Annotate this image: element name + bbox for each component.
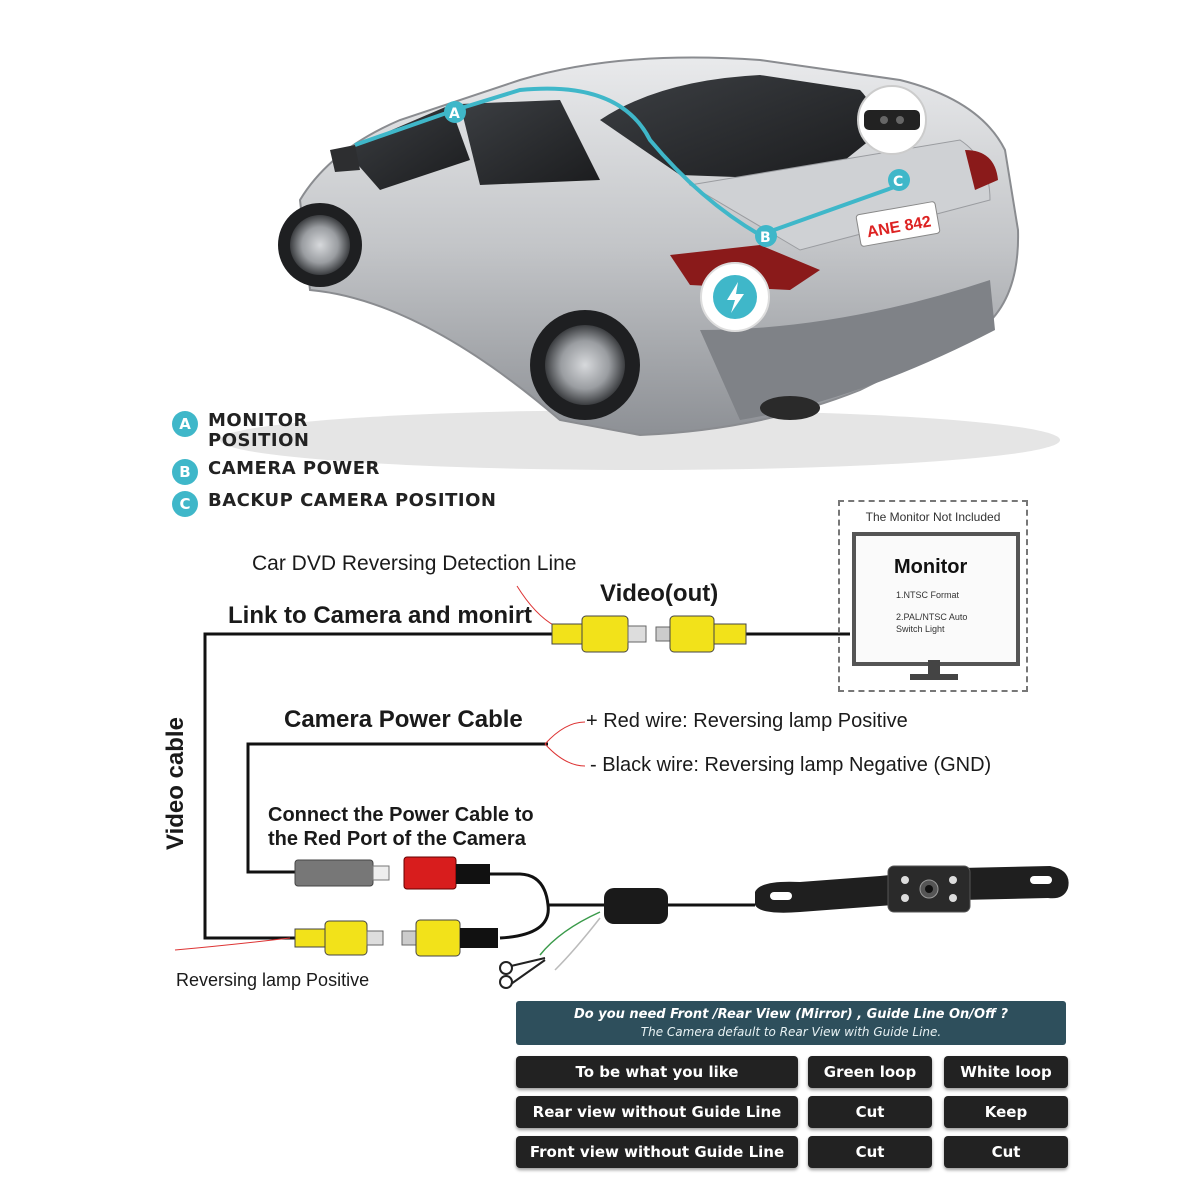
options-default-note: The Camera default to Rear View with Guide Line.: [640, 1025, 942, 1039]
monitor-not-included-note: The Monitor Not Included: [865, 510, 1001, 524]
monitor-spec-1: 1.NTSC Format: [896, 590, 960, 600]
table-row-2-option: Rear view without Guide Line: [516, 1096, 798, 1128]
rca-connector-bottom-right-icon: [402, 920, 498, 956]
legend-badge-b: B: [172, 459, 198, 485]
scissors-icon: [500, 958, 545, 988]
rca-connector-bottom-left-icon: [295, 921, 383, 955]
label-reversing-positive: Reversing lamp Positive: [176, 970, 370, 990]
legend-text-backup-camera-position: BACKUP CAMERA POSITION: [208, 490, 497, 511]
monitor-stand: [928, 660, 940, 674]
table-row-2-green: Cut: [808, 1096, 932, 1128]
options-question: Do you need Front /Rear View (Mirror) , Guide Line On/Off ?: [573, 1007, 1008, 1022]
license-plate-camera-icon: [755, 866, 1069, 913]
svg-text:A: A: [449, 106, 460, 122]
monitor-base: [910, 674, 958, 680]
label-video-out: Video(out): [600, 580, 719, 607]
monitor-box: [838, 500, 1028, 692]
legend-text-monitor-position: MONITOR POSITION: [208, 410, 310, 451]
junction-box-icon: [604, 888, 668, 924]
table-row-3-green: Cut: [808, 1136, 932, 1168]
legend-badge-c: C: [172, 491, 198, 517]
monitor-title: Monitor: [894, 556, 968, 578]
power-connector-red-icon: [404, 857, 490, 889]
rca-connector-top-right-icon: [656, 616, 746, 652]
label-black-wire: - Black wire: Reversing lamp Negative (GND): [590, 754, 992, 776]
table-row-1-option: To be what you like: [516, 1056, 798, 1088]
svg-text:B: B: [760, 230, 771, 246]
label-video-cable: Video cable: [162, 717, 189, 850]
options-header-panel: [516, 1001, 1066, 1045]
monitor-icon: [852, 532, 1020, 666]
table-row-2-white: Keep: [944, 1096, 1068, 1128]
label-link-camera: Link to Camera and monirt: [228, 602, 533, 629]
table-row-3-option: Front view without Guide Line: [516, 1136, 798, 1168]
label-connect-line-1: Connect the Power Cable to: [268, 804, 534, 826]
license-plate-text: ANE 842: [865, 213, 933, 242]
video-cable-line: [205, 634, 555, 938]
svg-text:C: C: [893, 174, 904, 190]
legend-badge-a: A: [172, 411, 198, 437]
monitor-spec-2: 2.PAL/NTSC Auto: [896, 612, 968, 622]
label-power-cable: Camera Power Cable: [284, 706, 523, 733]
power-connector-grey-icon: [295, 860, 389, 886]
monitor-spec-3: Switch Light: [896, 624, 945, 634]
table-row-1-green: Green loop: [808, 1056, 932, 1088]
table-row-1-white: White loop: [944, 1056, 1068, 1088]
rca-connector-top-left-icon: [552, 616, 646, 652]
legend-text-camera-power: CAMERA POWER: [208, 458, 380, 479]
label-detection-line: Car DVD Reversing Detection Line: [252, 552, 577, 575]
table-row-3-white: Cut: [944, 1136, 1068, 1168]
label-connect-line-2: the Red Port of the Camera: [268, 828, 526, 850]
label-red-wire: + Red wire: Reversing lamp Positive: [586, 710, 908, 732]
